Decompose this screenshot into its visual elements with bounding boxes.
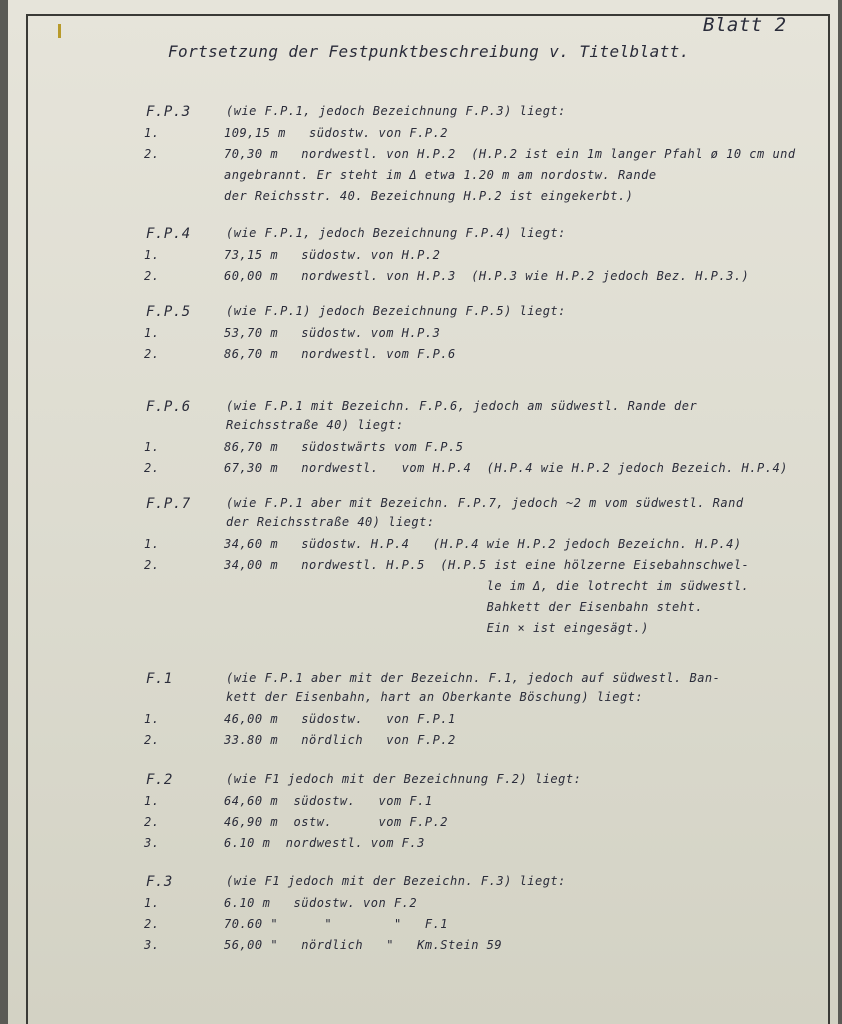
measurement-row [144,730,824,751]
description-line: der Reichsstraße 40) liegt: [226,515,435,529]
item-text: 73,15 m südostw. von H.P.2 [224,248,441,262]
point-label: F.P.6 [146,399,191,415]
item-number: 1. [144,440,160,454]
item-number: 2. [144,147,160,161]
measurement-row [144,914,824,935]
item-number: 2. [144,815,160,829]
point-label: F.3 [146,874,173,890]
item-text: 46,90 m ostw. vom F.P.2 [224,815,449,829]
document-page [8,0,838,1024]
item-text: Ein × ist eingesägt.) [224,621,649,635]
measurement-row [144,893,824,914]
measurement-row [144,144,824,165]
measurement-list [144,123,824,207]
item-text: 67,30 m nordwestl. vom H.P.4 (H.P.4 wie H.P.2 jedoch Bezeich. H.P.4) [224,461,788,475]
item-number: 1. [144,896,160,910]
point-label: F.P.7 [146,496,191,512]
description-line: (wie F.P.1 aber mit Bezeichn. F.P.7, jedoch ~2 m vom südwestl. Rand [226,496,744,510]
item-number: 1. [144,712,160,726]
measurement-row [144,791,824,812]
measurement-list [144,709,824,751]
measurement-row [144,344,824,365]
measurement-row [144,323,824,344]
point-label: F.P.5 [146,304,191,320]
measurement-row [144,935,824,956]
item-number: 2. [144,347,160,361]
description-line: (wie F.P.1 mit Bezeichn. F.P.6, jedoch am südwestl. Rande der [226,399,698,413]
item-number [144,186,224,207]
entry-description [226,102,826,121]
item-text: Bahkett der Eisenbahn steht. [224,600,703,614]
item-number [144,618,224,639]
item-number [144,576,224,597]
point-label: F.P.3 [146,104,191,120]
measurement-row [144,812,824,833]
sheet-number: Blatt 2 [703,14,787,36]
item-text: 70.60 " " " F.1 [224,917,449,931]
item-number: 2. [144,558,160,572]
entry-description [226,397,826,435]
item-number [144,165,224,186]
entry-description [226,872,826,891]
item-text: 86,70 m nordwestl. vom F.P.6 [224,347,456,361]
item-text: 33.80 m nördlich von F.P.2 [224,733,456,747]
measurement-row [144,709,824,730]
entry-description [226,224,826,243]
item-number: 2. [144,461,160,475]
item-text: 6.10 m südostw. von F.2 [224,896,418,910]
item-text: 6.10 m nordwestl. vom F.3 [224,836,425,850]
description-line: (wie F1 jedoch mit der Bezeichn. F.3) liegt: [226,874,566,888]
measurement-row [144,266,824,287]
item-text: 53,70 m südostw. vom H.P.3 [224,326,441,340]
measurement-list [144,893,824,956]
item-text: 34,60 m südostw. H.P.4 (H.P.4 wie H.P.2 jedoch Bezeichn. H.P.4) [224,537,742,551]
item-number: 1. [144,794,160,808]
entry-description [226,770,826,789]
item-number: 1. [144,537,160,551]
item-text: 86,70 m südostwärts vom F.P.5 [224,440,464,454]
item-number: 3. [144,836,160,850]
description-line: (wie F.P.1, jedoch Bezeichnung F.P.3) liegt: [226,104,566,118]
measurement-row [144,186,824,207]
description-line: Reichsstraße 40) liegt: [226,418,404,432]
description-line: (wie F.P.1, jedoch Bezeichnung F.P.4) liegt: [226,226,566,240]
measurement-row [144,458,824,479]
page-title: Fortsetzung der Festpunktbeschreibung v. Titelblatt. [168,42,690,61]
measurement-list [144,791,824,854]
item-number: 2. [144,733,160,747]
point-label: F.2 [146,772,173,788]
point-label: F.1 [146,671,173,687]
description-line: (wie F.P.1) jedoch Bezeichnung F.P.5) liegt: [226,304,566,318]
measurement-row [144,618,824,639]
item-number: 2. [144,917,160,931]
pin-mark [58,24,61,38]
measurement-row [144,576,824,597]
entry-description [226,494,826,532]
description-line: (wie F.P.1 aber mit der Bezeichn. F.1, jedoch auf südwestl. Ban- [226,671,721,685]
item-number: 2. [144,269,160,283]
measurement-row [144,555,824,576]
item-text: 70,30 m nordwestl. von H.P.2 (H.P.2 ist ein 1m langer Pfahl ø 10 cm und [224,147,796,161]
item-number: 1. [144,326,160,340]
item-text: 60,00 m nordwestl. von H.P.3 (H.P.3 wie H.P.2 jedoch Bez. H.P.3.) [224,269,750,283]
item-number: 3. [144,938,160,952]
measurement-row [144,597,824,618]
measurement-list [144,245,824,287]
item-text: le im Δ, die lotrecht im südwestl. [224,579,750,593]
description-line: kett der Eisenbahn, hart an Oberkante Böschung) liegt: [226,690,644,704]
measurement-list [144,323,824,365]
item-number [144,597,224,618]
item-number: 1. [144,248,160,262]
measurement-row [144,165,824,186]
measurement-list [144,437,824,479]
item-text: der Reichsstr. 40. Bezeichnung H.P.2 ist eingekerbt.) [224,189,634,203]
item-text: 46,00 m südostw. von F.P.1 [224,712,456,726]
measurement-row [144,123,824,144]
measurement-row [144,437,824,458]
item-text: 109,15 m südostw. von F.P.2 [224,126,449,140]
entry-description [226,302,826,321]
item-number: 1. [144,126,160,140]
measurement-list [144,534,824,639]
measurement-row [144,833,824,854]
point-label: F.P.4 [146,226,191,242]
entry-description [226,669,826,707]
item-text: 64,60 m südostw. vom F.1 [224,794,433,808]
item-text: 34,00 m nordwestl. H.P.5 (H.P.5 ist eine hölzerne Eisebahnschwel- [224,558,750,572]
description-line: (wie F1 jedoch mit der Bezeichnung F.2) liegt: [226,772,582,786]
measurement-row [144,534,824,555]
measurement-row [144,245,824,266]
item-text: angebrannt. Er steht im Δ etwa 1.20 m am nordostw. Rande [224,168,657,182]
item-text: 56,00 " nördlich " Km.Stein 59 [224,938,503,952]
